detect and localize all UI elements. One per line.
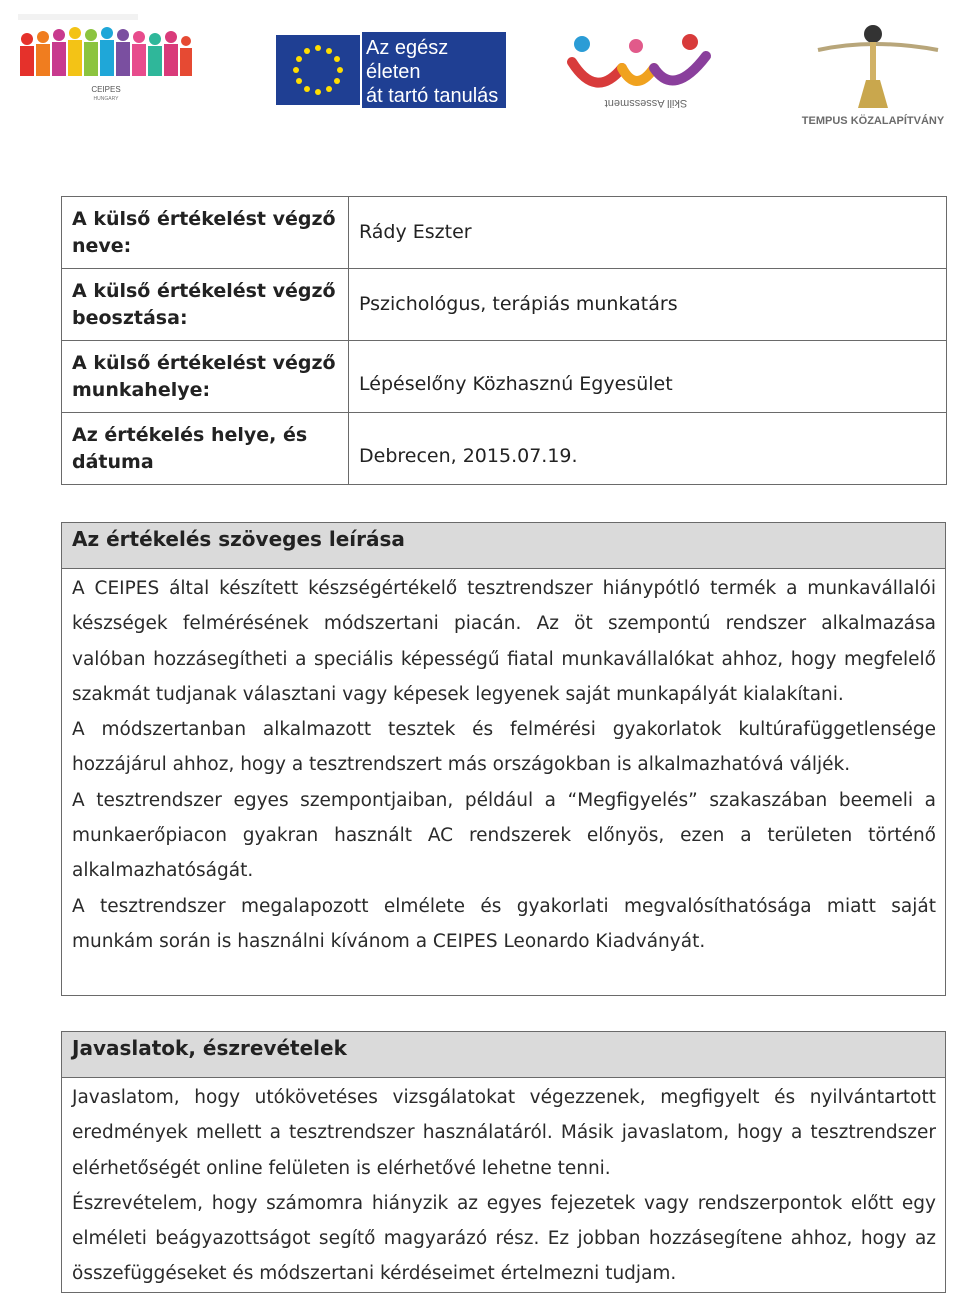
table-row <box>62 197 947 269</box>
suggestions-section-title: Javaslatok, észrevételek <box>62 1032 945 1078</box>
ceipes-logo-text: CEIPES <box>91 85 121 94</box>
suggestions-paragraph: Javaslatom, hogy utókövetéses vizsgálatokat végezzenek, megfigyelt és nyilvántartott eredmények mellett a tesztrendszer használatáról. Másik javaslatom, hogy a tesztrendszer elérhetőségét online felületen is elérhetővé lehetne tenni. <box>72 1087 936 1179</box>
eu-logo-line1: Az egész életen <box>366 37 449 83</box>
tempus-text: TEMPUS KÖZALAPÍTVÁNY <box>801 115 945 127</box>
info-value-workplace: Lépéselőny Közhasznú Egyesület <box>349 341 947 413</box>
info-label-position: A külső értékelést végző beosztása: <box>62 269 349 341</box>
ceipes-logo <box>14 14 196 104</box>
evaluation-paragraph: A CEIPES által készített készségértékelő tesztrendszer hiánypótló termék a munkavállalói készségek felmérésének módszertani piacán. Az öt szempontú rendszer alkalmazása valóban hozzásegítheti a speciális képességű fiatal munkavállalókat ahhoz, hogy megfelelő szakmát tudjanak választani vagy képesek legyenek saját munkapályát kialakítani. <box>72 578 936 705</box>
info-label-place-date: Az értékelés helye, és dátuma <box>62 413 349 485</box>
suggestions-section-body <box>62 1078 945 1292</box>
table-row <box>62 269 947 341</box>
evaluation-section <box>61 522 946 996</box>
info-label-workplace: A külső értékelést végző munkahelye: <box>62 341 349 413</box>
eu-lifelong-learning-logo <box>276 32 508 131</box>
table-row <box>62 413 947 485</box>
skill-assessment-text: Skill Assessment <box>604 97 688 109</box>
info-label-name: A külső értékelést végző neve: <box>62 197 349 269</box>
tempus-logo <box>788 20 958 132</box>
eu-flag-icon <box>276 35 360 105</box>
evaluator-info-table <box>61 196 947 485</box>
info-value-position: Pszichológus, terápiás munkatárs <box>349 269 947 341</box>
evaluation-paragraph: A tesztrendszer egyes szempontjaiban, például a “Megfigyelés” szakaszában beemeli a munkaerőpiacon gyakran használt AC rendszerek előnyös, ezen a területen történő alkalmazhatóságát. <box>72 789 936 882</box>
evaluation-paragraph: A módszertanban alkalmazott tesztek és felmérési gyakorlatok kultúrafüggetlensége hozzájárul ahhoz, hogy a tesztrendszert más országokban is alkalmazhatóvá váljék. <box>72 719 936 776</box>
eu-logo-line3: programja <box>366 109 457 131</box>
svg-text:HUNGARY: HUNGARY <box>93 96 119 102</box>
logo-bar <box>0 0 960 150</box>
suggestions-paragraph: Észrevételem, hogy számomra hiányzik az egyes fejezetek vagy rendszerpontok előtt egy elméleti beágyazottságot segítő magyarázó rész. Ez jobban hozzásegítene ahhoz, hogy az összefüggéseket és módszertani kérdéseimet értelmezni tudjam. <box>72 1192 936 1285</box>
eu-logo-line2: át tartó tanulás <box>366 85 499 107</box>
suggestions-section <box>61 1031 946 1293</box>
evaluation-section-body <box>62 569 945 959</box>
evaluation-paragraph: A tesztrendszer megalapozott elmélete és gyakorlati megvalósíthatósága miatt saját munkám során is használni kívánom a CEIPES Leonardo Kiadványát. <box>72 895 936 952</box>
info-value-place-date: Debrecen, 2015.07.19. <box>349 413 947 485</box>
evaluation-section-title: Az értékelés szöveges leírása <box>62 523 945 569</box>
skill-assessment-logo <box>566 28 726 114</box>
table-row <box>62 341 947 413</box>
info-value-name: Rády Eszter <box>349 197 947 269</box>
